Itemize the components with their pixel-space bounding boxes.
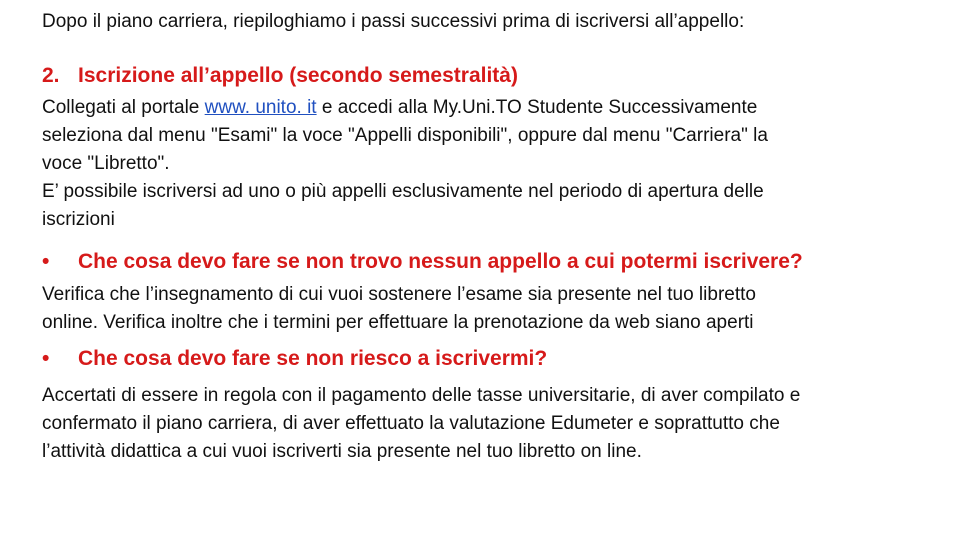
- paragraph-line: online. Verifica inoltre che i termini per effettuare la prenotazione da web siano aperti: [42, 312, 754, 333]
- section-heading: [42, 64, 518, 88]
- answer-paragraph: [42, 281, 922, 337]
- bullet-icon: •: [42, 250, 50, 273]
- paragraph-line: Accertati di essere in regola con il pagamento delle tasse universitarie, di aver compilato e: [42, 385, 801, 406]
- intro-text: Dopo il piano carriera, riepiloghiamo i passi successivi prima di iscriversi all’appello:: [42, 11, 745, 32]
- paragraph-line: iscrizioni: [42, 209, 115, 230]
- bullet-icon: •: [42, 347, 50, 370]
- paragraph-line: confermato il piano carriera, di aver effettuato la valutazione Edumeter e soprattutto che: [42, 413, 780, 434]
- paragraph-line: Verifica che l’insegnamento di cui vuoi sostenere l’esame sia presente nel tuo libretto: [42, 284, 756, 305]
- paragraph-text: Collegati al portale: [42, 97, 205, 118]
- paragraph-line: voce "Libretto".: [42, 153, 170, 174]
- paragraph-line: E’ possibile iscriversi ad uno o più appelli esclusivamente nel periodo di apertura delle: [42, 181, 764, 202]
- paragraph-line: l’attività didattica a cui vuoi iscriverti sia presente nel tuo libretto on line.: [42, 441, 642, 462]
- instructions-paragraph: [42, 94, 922, 234]
- section-number: 2.: [42, 64, 60, 87]
- paragraph-text: e accedi alla My.Uni.TO Studente Successivamente: [316, 97, 758, 118]
- question-heading: [42, 347, 547, 371]
- question-text: Che cosa devo fare se non trovo nessun appello a cui potermi iscrivere?: [78, 250, 803, 273]
- section-title: Iscrizione all’appello (secondo semestralità): [78, 64, 518, 87]
- answer-paragraph: [42, 382, 922, 466]
- question-text: Che cosa devo fare se non riesco a iscrivermi?: [78, 347, 548, 370]
- question-heading: [42, 250, 803, 274]
- unito-link[interactable]: www. unito. it: [204, 97, 317, 118]
- paragraph-line: [42, 94, 922, 122]
- paragraph-line: seleziona dal menu "Esami" la voce "Appelli disponibili", oppure dal menu "Carriera" la: [42, 125, 768, 146]
